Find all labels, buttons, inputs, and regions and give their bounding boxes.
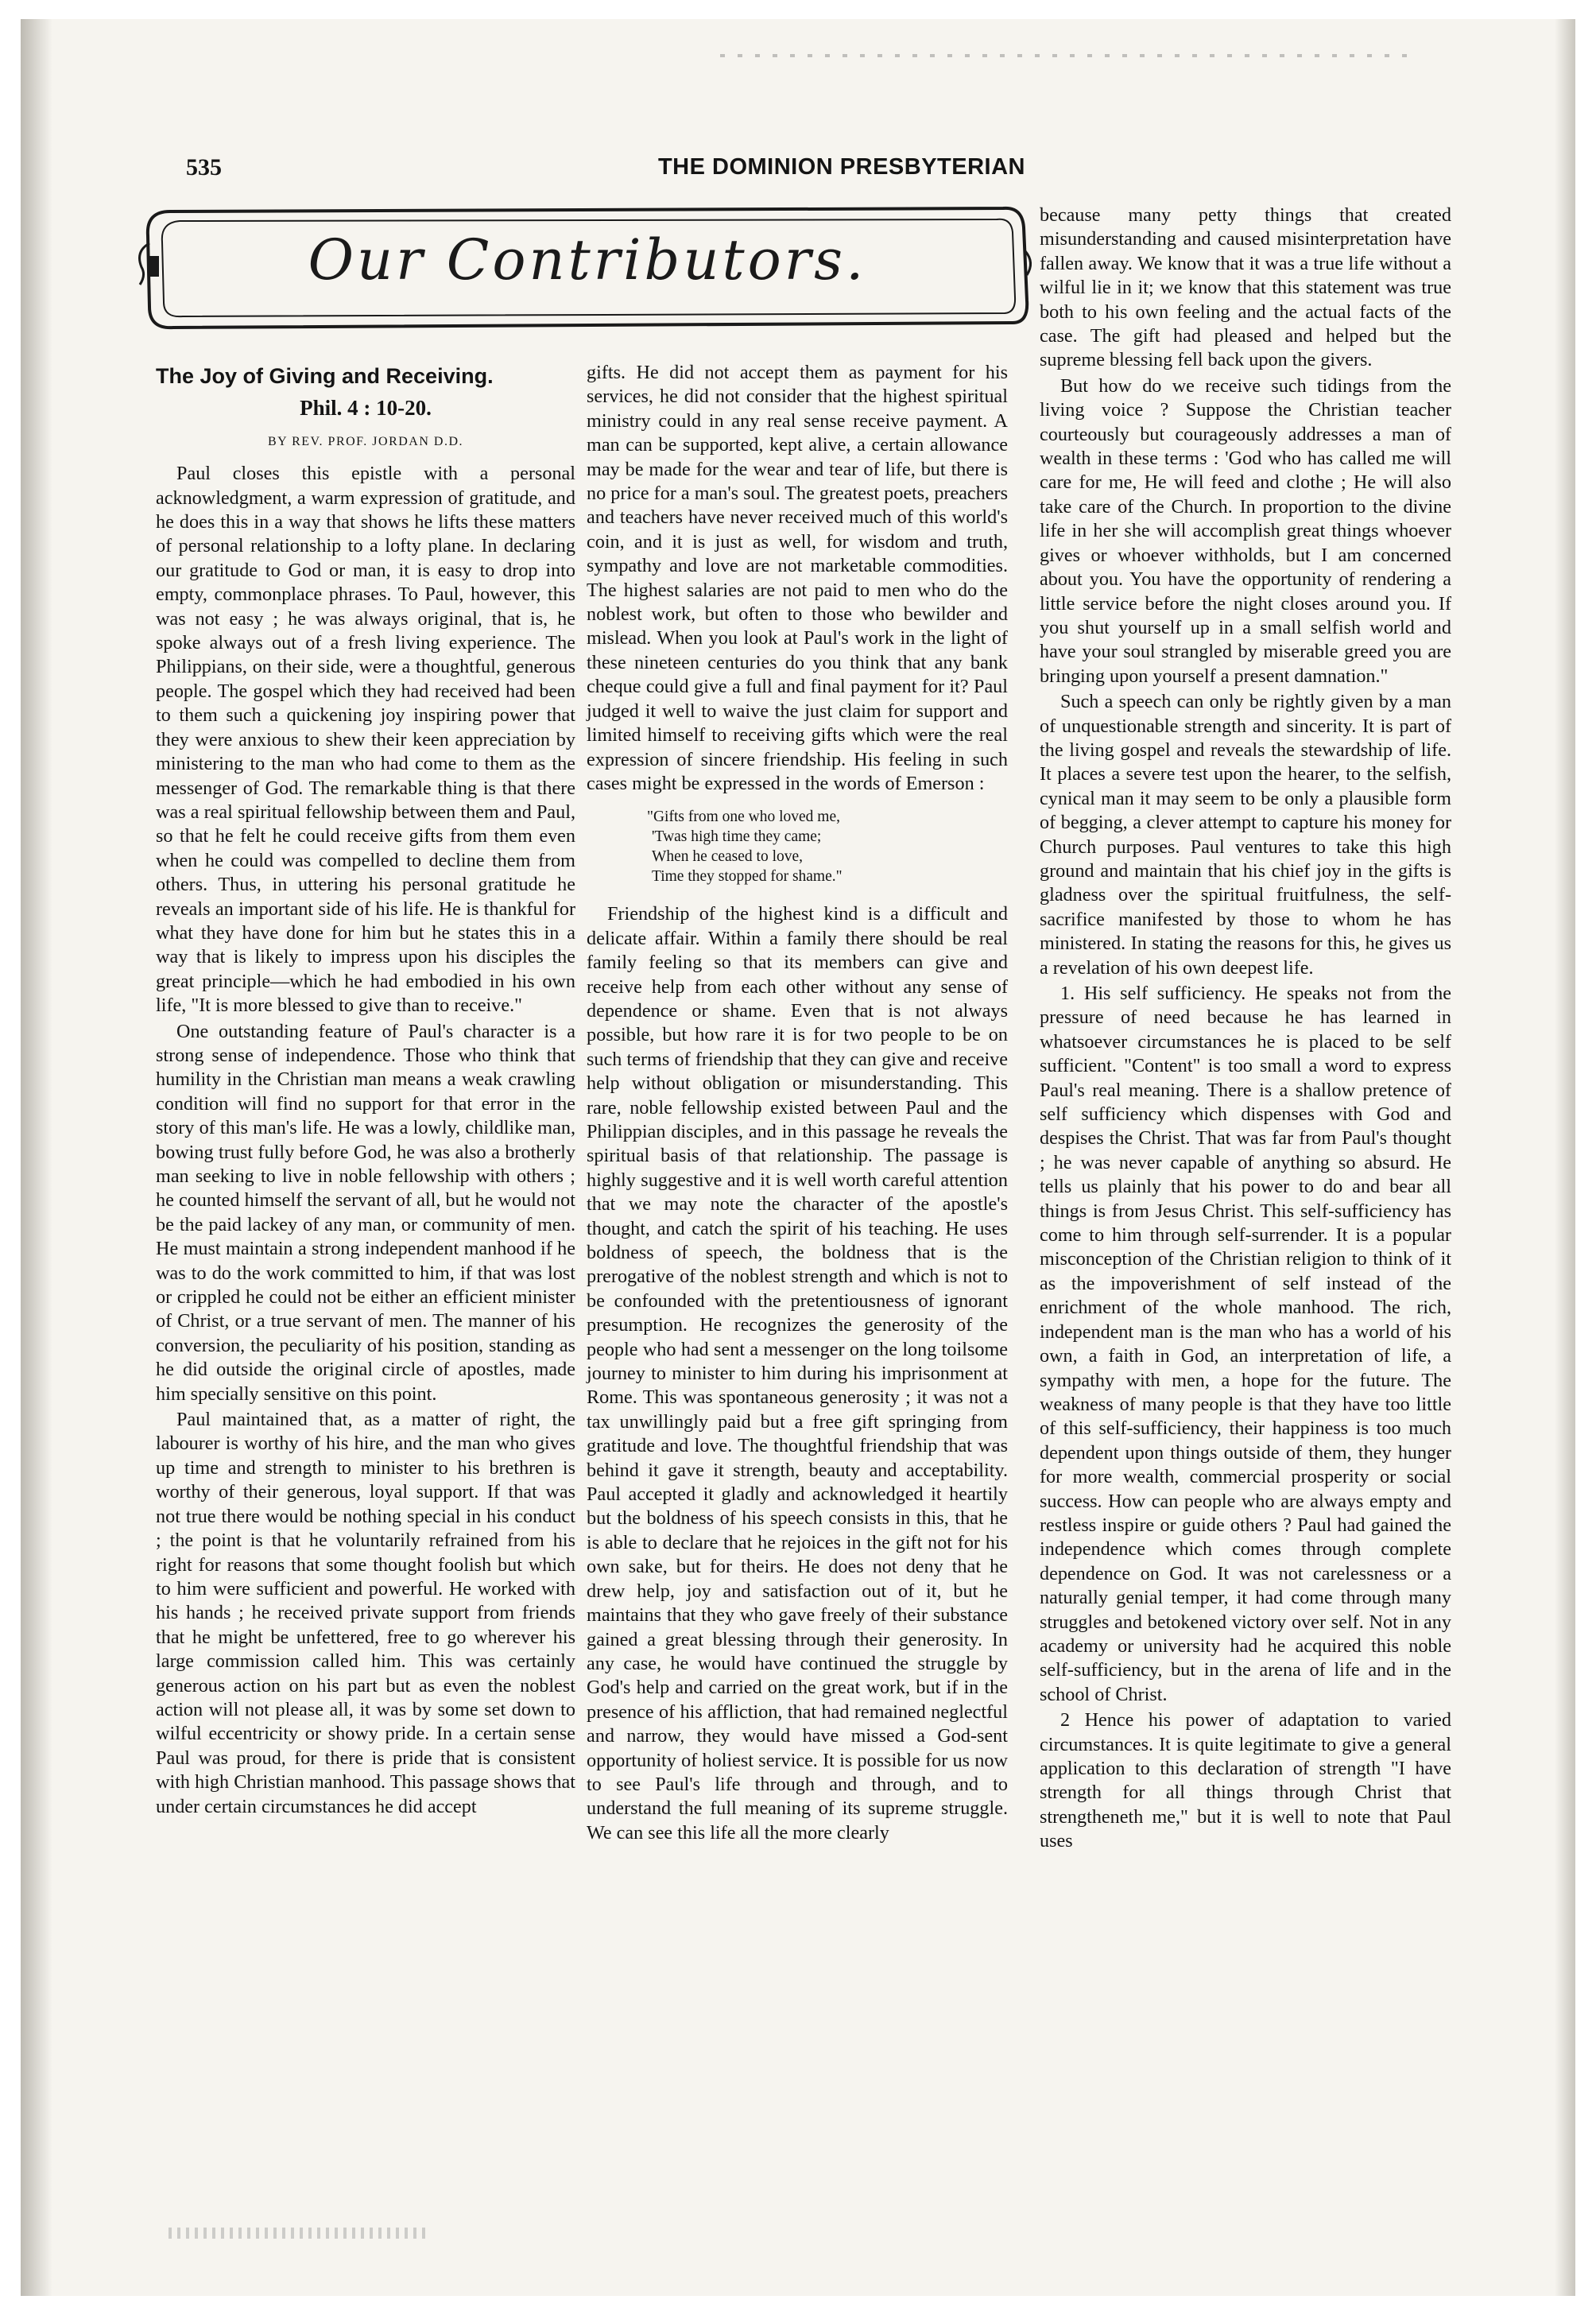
scan-artifact-top <box>720 54 1420 57</box>
paragraph: One outstanding feature of Paul's character is a strong sense of independence. Those who think that humility in the Christian man means a weak crawling condition will find no support for that error in the story of this man's life. He was a lowly, childlike man, bowing trust fully before God, he was also a brotherly man seeking to live in noble fellowship with others ; he counted himself the servant of all, but he would not be the paid lackey of any man, or community of men. He must maintain a strong independent manhood if he was to do the work committed to him, if that was lost or crippled he could not be either an efficient minister of Christ, or a true servant of men. The manner of his conversion, the peculiarity of his position, standing as he did outside the original circle of apostles, made him specially sensitive on this point. <box>156 1020 575 1405</box>
article-title: The Joy of Giving and Receiving. <box>156 364 494 388</box>
scanned-page <box>21 19 1575 2296</box>
paragraph: Friendship of the highest kind is a difficult and delicate affair. Within a family there should be real family feeling so that its members can give and receive help from each other without any sense of dependence or shame. Even that is not always possible, but how rare it is for two people to be on such terms of friendship that they can give and receive help without obligation or misunderstanding. This rare, noble fellowship existed between Paul and the Philippian disciples, and in this passage he reveals the spiritual basis of that relationship. The passage is highly suggestive and it is well worth careful attention that we may note the character of the apostle's thought, and catch the spirit of his teaching. He uses boldness of speech, the boldness that is the prerogative of the noblest strength and which is not to be confounded with the pretentiousness of ignorant presumption. He recognizes the generosity of the people who had sent a messenger on the long toilsome journey to minister to him during his imprisonment at Rome. This was spontaneous generosity ; it was not a tax unwillingly paid but a free gift springing from gratitude and love. The thoughtful friendship that was behind it gave it strength, beauty and acceptability. Paul accepted it gladly and acknowledged it heartily but the boldness of his speech consists in this, that he is able to declare that he rejoices in the gift not for his own sake, but for theirs. He does not deny that he drew help, joy and satisfaction out of it, but he maintains that they who gave freely of their substance gained a great blessing through their generosity. In any case, he would have continued the struggle by God's help and carried on the great work, but if in the presence of his affliction, that had remained neglectful and narrow, they would have missed a God-sent opportunity of holiest service. It is possible for us now to see Paul's life through and through, and to understand the full meaning of its supreme struggle. We can see this life all the more clearly <box>587 903 1008 1844</box>
paragraph: Paul maintained that, as a matter of right, the labourer is worthy of his hire, and the man who gives up time and strength to minister to his brethren is worthy of their generous, loyal support. If that was not true there would be nothing special in his conduct ; the point is that he voluntarily refrained from his right for reasons that some thought foolish but which to him were sufficient and powerful. He worked with his hands ; he received private support from friends that he might be unfettered, free to go wherever his large commission called him. This was certainly generous action on his part but as even the noblest action will not please all, it was by some set down to wilful eccentricity or showy pride. In a certain sense Paul was proud, for there is pride that is consistent with high Christian manhood. This passage shows that under certain circumstances he did accept <box>156 1409 575 1817</box>
section-title: Our Contributors. <box>308 227 867 293</box>
paragraph: because many petty things that created misunderstanding and caused misinterpretation have fallen away. We know that it was a true life without a wilful lie in it; we know that this statement was true both to his own feeling and the actual facts of the case. The gift had pleased and helped but the supreme blessing fell back upon the givers. <box>1040 204 1451 371</box>
column-3 <box>1040 204 1451 1855</box>
paragraph: 2 Hence his power of adaptation to varied circumstances. It is quite legitimate to give a general application to this declaration of strength "I have strength for all things through Christ that strengtheneth me," but it is well to note that Paul uses <box>1040 1709 1451 1852</box>
poem-line: When he ceased to love, <box>652 848 804 866</box>
journal-title: THE DOMINION PRESBYTERIAN <box>657 154 1025 180</box>
column-2 <box>587 361 1008 1847</box>
scripture-reference: Phil. 4 : 10-20. <box>300 396 432 421</box>
poem-line: "Gifts from one who loved me, <box>647 809 840 826</box>
paragraph: But how do we receive such tidings from the living voice ? Suppose the Christian teacher courteously but courageously addresses a man of wealth in these terms : 'God who has called me will care for me, He will feed and clothe ; He will also take care of the Church. In proportion to the divine life in her she will accomplish great things whoever gives or whoever withholds, but I am concerned about you. You have the opportunity of rendering a little service before the night closes around you. If you shut yourself up in a small selfish world and have your soul strangled by miserable greed you are bringing upon yourself a present damnation." <box>1040 374 1451 687</box>
page-number: 535 <box>186 154 222 180</box>
page-header <box>186 154 1025 183</box>
scan-artifact-bottom <box>169 2228 431 2239</box>
paragraph: gifts. He did not accept them as payment for his services, he did not consider that the highest spiritual ministry could in any real sense receive payment. A man can be supported, kept alive, a certain allowance may be made for the wear and tear of life, but there is no price for a man's soul. The greatest poets, preachers and teachers have never received much of this world's coin, and it is just as well, for wisdom and truth, sympathy and love are not marketable commodities. The highest salaries are not paid to men who do the noblest work, but often to those who bewilder and mislead. When you look at Paul's work in the light of these nineteen centuries do you think that any bank cheque could give a full and final payment for it? Paul judged it well to waive the just claim for support and limited himself to receiving gifts which were the real expression of sincere friendship. His feeling in such cases might be expressed in the words of Emerson : <box>587 362 1008 794</box>
poem-line: 'Twas high time they came; <box>652 828 822 846</box>
section-banner <box>138 196 1036 343</box>
paragraph: 1. His self sufficiency. He speaks not from the pressure of need because he has learned in whatsoever circumstances he is placed to be self sufficient. "Content" is too small a word to express Paul's real meaning. There is a shallow pretence of self sufficiency which dispenses with God and despises the Christ. That was far from Paul's thought ; he was never capable of anything so absurd. He tells us plainly that his power to do and bear all things is from Jesus Christ. This self-sufficiency has come to him through self-surrender. It is a popular misconception of the Christian religion to think of it as the impoverishment of self instead of the enrichment of the whole manhood. The rich, independent man is the man who has a world of his own, a faith in God, an interpretation of life, a sympathy with men, a hope for the future. The weakness of many people is that they have too little of this self-sufficiency, their happiness is too much dependent upon things outside of them, they hunger for more wealth, commercial prosperity or social success. How can people who are always empty and restless inspire or guide others ? Paul had gained the independence which comes through complete dependence on God. It was not carelessness or a naturally genial temper, it had come through many struggles and betokened victory over self. Not in any academy or university had he acquired this noble self-sufficiency, but in the arena of life and in the school of Christ. <box>1040 983 1451 1705</box>
column-1 <box>156 361 575 1821</box>
emerson-poem <box>647 807 1008 886</box>
byline: BY REV. PROF. JORDAN D.D. <box>267 434 464 448</box>
paragraph: Paul closes this epistle with a personal acknowledgment, a warm expression of gratitude, and he does this in a way that shows he lifts these matters of personal relationship to a lofty plane. In declaring our gratitude to God or man, it is easy to drop into empty, commonplace phrases. To Paul, however, this was not easy ; he was always original, that is, he spoke always out of a fresh living experience. The Philippians, on their side, were a thoughtful, generous people. The gospel which they had received had been to them such a quickening joy inspiring power that they were anxious to shew their keen appreciation by ministering to the man who had come to them as the messenger of God. The remarkable thing is that there was a real spiritual fellowship between them and Paul, so that he felt he could receive gifts from them even when he could was compelled to decline them from others. Thus, in uttering his personal gratitude he reveals an important side of his life. He is thankful for what they have done for him but he states this in a way that is likely to impress upon his disciples the great principle—which he had embodied in his own life, "It is more blessed to give than to receive." <box>156 463 575 1017</box>
paragraph: Such a speech can only be rightly given by a man of unquestionable strength and sincerity. It is part of the living gospel and reveals the stewardship of life. It places a severe test upon the hearer, to the selfish, cynical man it may seem to be only a plausible form of begging, a clever attempt to capture his money for Church purposes. Paul ventures to take this high ground and maintain that his chief joy in the gifts is gladness over the spiritual fruitfulness, the self-sacrifice manifested by those to whom he has ministered. In stating the reasons for this, he gives us a revelation of his own deepest life. <box>1040 691 1451 979</box>
poem-line: Time they stopped for shame." <box>652 868 843 886</box>
